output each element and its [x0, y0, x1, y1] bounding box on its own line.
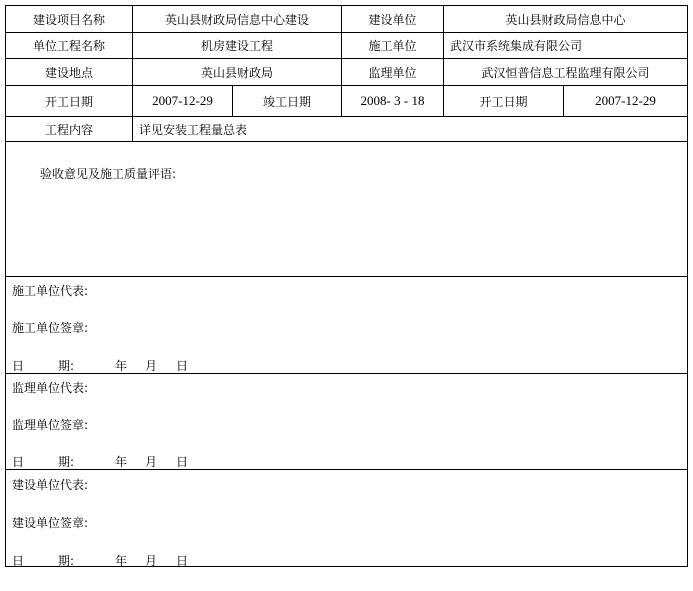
project-name-label: 建设项目名称	[6, 6, 133, 33]
owner-signoff-section	[6, 470, 687, 566]
site-value: 英山县财政局	[133, 59, 342, 86]
owner-date-year: 年	[115, 554, 128, 568]
contractor-value: 武汉市系统集成有限公司	[444, 33, 687, 59]
contractor-sign-label: 施工单位签章:	[12, 321, 89, 335]
owner-date-qi: 期:	[58, 554, 75, 568]
owner-value: 英山县财政局信息中心	[444, 6, 687, 33]
owner-date-ri: 日	[12, 554, 25, 568]
supervisor-signoff-section	[6, 374, 687, 470]
owner-label: 建设单位	[342, 6, 444, 33]
contractor-rep-label: 施工单位代表:	[12, 284, 89, 298]
supervisor-label: 监理单位	[342, 59, 444, 86]
owner-date-month: 月	[145, 554, 158, 568]
owner-sign-label: 建设单位签章:	[12, 516, 89, 530]
acceptance-opinion-label: 验收意见及施工质量评语:	[40, 167, 177, 181]
contractor-date-day: 日	[176, 359, 189, 373]
contractor-date-year: 年	[115, 359, 128, 373]
supervisor-date-qi: 期:	[58, 455, 75, 469]
finish-date-label: 竣工日期	[233, 86, 342, 117]
supervisor-date-month: 月	[145, 455, 158, 469]
site-label: 建设地点	[6, 59, 133, 86]
content-value: 详见安装工程量总表	[133, 117, 687, 142]
unit-project-label: 单位工程名称	[6, 33, 133, 59]
unit-project-value: 机房建设工程	[133, 33, 342, 59]
supervisor-value: 武汉恒普信息工程监理有限公司	[444, 59, 687, 86]
start-date-label: 开工日期	[6, 86, 133, 117]
owner-rep-label: 建设单位代表:	[12, 478, 89, 492]
project-name-value: 英山县财政局信息中心建设	[133, 6, 342, 33]
owner-date-day: 日	[176, 554, 189, 568]
supervisor-date-year: 年	[115, 455, 128, 469]
acceptance-opinion-section	[6, 142, 687, 277]
contractor-label: 施工单位	[342, 33, 444, 59]
start-date-value-2: 2007-12-29	[564, 86, 687, 117]
start-date-value: 2007-12-29	[133, 86, 233, 117]
finish-date-value: 2008- 3 - 18	[342, 86, 444, 117]
content-label: 工程内容	[6, 117, 133, 142]
contractor-date-month: 月	[145, 359, 158, 373]
start-date-label-2: 开工日期	[444, 86, 564, 117]
supervisor-sign-label: 监理单位签章:	[12, 418, 89, 432]
supervisor-date-day: 日	[176, 455, 189, 469]
acceptance-form	[5, 5, 688, 567]
contractor-signoff-section	[6, 277, 687, 374]
contractor-date-qi: 期:	[58, 359, 75, 373]
supervisor-date-ri: 日	[12, 455, 25, 469]
supervisor-rep-label: 监理单位代表:	[12, 381, 89, 395]
contractor-date-ri: 日	[12, 359, 25, 373]
